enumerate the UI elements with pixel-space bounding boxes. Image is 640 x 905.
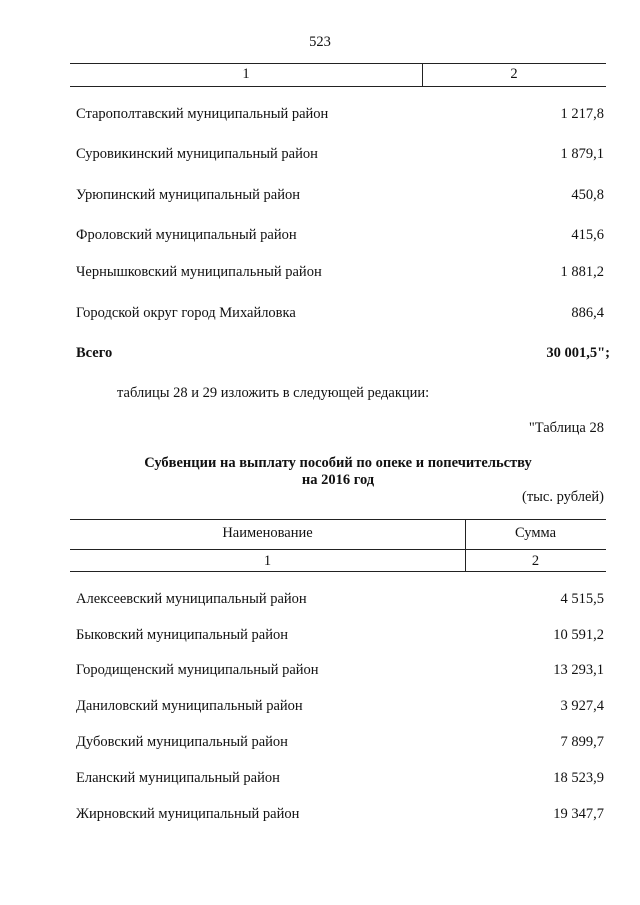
table28-colnum-2: 2 [531, 553, 540, 569]
list-item-value: 886,4 [571, 305, 604, 321]
table28-colnum-1: 1 [263, 553, 272, 569]
list-item-name: Суровикинский муниципальный район [76, 146, 318, 162]
list-item-name: Фроловский муниципальный район [76, 227, 297, 243]
list-item-name: Старополтавский муниципальный район [76, 106, 329, 122]
prev-table-header-border [70, 86, 606, 87]
table-row-name: Жирновский муниципальный район [76, 806, 300, 822]
list-item-value: 1 881,2 [560, 264, 604, 280]
list-item-value: 415,6 [571, 227, 604, 243]
table-row-name: Быковский муниципальный район [76, 627, 288, 643]
table-row-name: Еланский муниципальный район [76, 770, 280, 786]
table-row-value: 4 515,5 [560, 591, 604, 607]
total-value: 30 001,5"; [546, 345, 610, 361]
table-label: "Таблица 28 [528, 420, 604, 436]
table28-header-sum: Сумма [514, 525, 557, 541]
table28-header-border [70, 549, 606, 550]
table-row-value: 3 927,4 [560, 698, 604, 714]
table-row-value: 19 347,7 [553, 806, 604, 822]
table-row-name: Алексеевский муниципальный район [76, 591, 307, 607]
table-row-value: 10 591,2 [553, 627, 604, 643]
total-label: Всего [76, 345, 113, 361]
list-item-name: Чернышковский муниципальный район [76, 264, 322, 280]
table-title-line-1: Субвенции на выплату пособий по опеке и попечительству [144, 455, 532, 471]
table-row-value: 7 899,7 [560, 734, 604, 750]
table-row-name: Даниловский муниципальный район [76, 698, 303, 714]
prev-table-col-2: 2 [510, 66, 518, 82]
table28-top-border [70, 519, 606, 520]
list-item-value: 450,8 [571, 187, 604, 203]
table-row-name: Дубовский муниципальный район [76, 734, 288, 750]
instruction-text: таблицы 28 и 29 изложить в следующей редакции: [117, 385, 430, 401]
list-item-name: Урюпинский муниципальный район [76, 187, 300, 203]
list-item-name: Городской округ город Михайловка [76, 305, 296, 321]
table-row-name: Городищенский муниципальный район [76, 662, 319, 678]
prev-table-top-border [70, 63, 606, 64]
table-row-value: 18 523,9 [553, 770, 604, 786]
table28-colnum-border [70, 571, 606, 572]
list-item-value: 1 879,1 [560, 146, 604, 162]
page-number: 523 [309, 34, 331, 50]
list-item-value: 1 217,8 [560, 106, 604, 122]
table28-header-name: Наименование [222, 525, 313, 541]
table-row-value: 13 293,1 [553, 662, 604, 678]
units-label: (тыс. рублей) [522, 489, 604, 505]
table-title-line-2: на 2016 год [301, 472, 375, 488]
prev-table-col-1: 1 [242, 66, 250, 82]
